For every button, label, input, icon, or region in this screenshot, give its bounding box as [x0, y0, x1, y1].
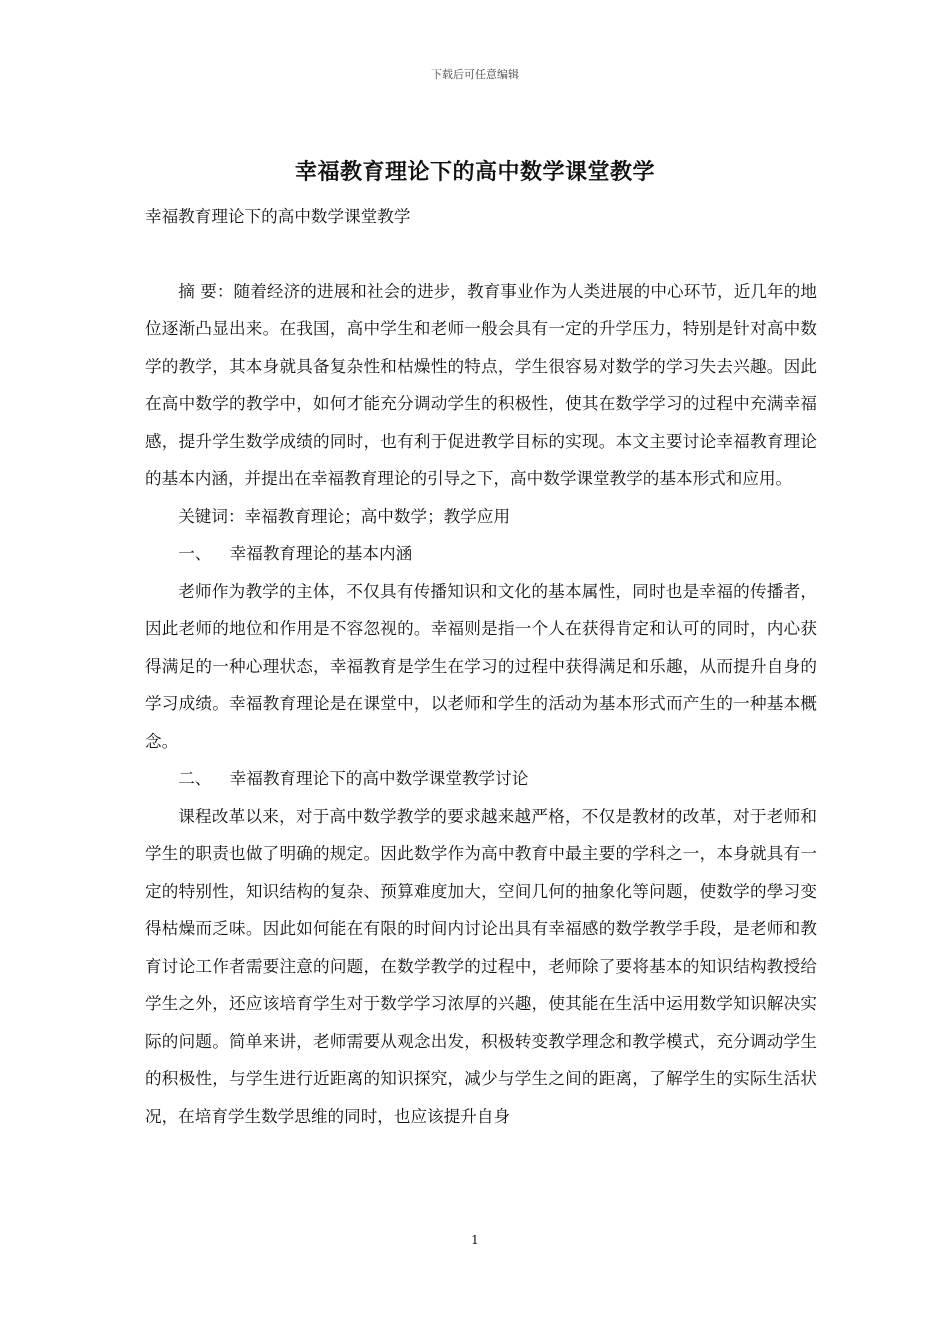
header-note: 下载后可任意编辑 — [431, 68, 519, 81]
document-body — [145, 198, 817, 1135]
section-number-2: 二、 — [178, 769, 212, 788]
abstract-paragraph: 摘 要：随着经济的进展和社会的进步，教育事业作为人类进展的中心环节，近几年的地位逐渐凸显出来。在我国，高中学生和老师一般会具有一定的升学压力，特别是针对高中数学的教学，其本身就具备复杂性和枯燥性的特点，学生很容易对数学的学习失去兴趣。因此在高中数学的教学中，如何才能充分调动学生的积极性，使其在数学学习的过程中充满幸福感，提升学生数学成绩的同时，也有利于促进教学目标的实现。本文主要讨论幸福教育理论的基本内涵，并提出在幸福教育理论的引导之下，高中数学课堂教学的基本形式和应用。 — [145, 281, 817, 488]
section-heading-text-2: 幸福教育理论下的高中数学课堂教学讨论 — [229, 769, 529, 788]
page-number: 1 — [471, 1233, 479, 1247]
section-body-1: 老师作为教学的主体，不仅具有传播知识和文化的基本属性，同时也是幸福的传播者，因此老师的地位和作用是不容忽视的。幸福则是指一个人在获得肯定和认可的同时，内心获得满足的一种心理状态，幸福教育是学生在学习的过程中获得满足和乐趣，从而提升自身的学习成绩。幸福教育理论是在课堂中，以老师和学生的活动为基本形式而产生的一种基本概念。 — [145, 581, 817, 751]
section-heading-text-1: 幸福教育理论的基本内涵 — [229, 544, 413, 563]
section-number-1: 一、 — [178, 544, 212, 563]
section-body-2: 课程改革以来，对于高中数学教学的要求越来越严格，不仅是教材的改革，对于老师和学生的职责也做了明确的规定。因此数学作为高中教育中最主要的学科之一，本身就具有一定的特别性，知识结构的复杂、预算难度加大，空间几何的抽象化等问题，使数学的學习变得枯燥而乏味。因此如何能在有限的时间内讨论出具有幸福感的数学教学手段，是老师和教育讨论工作者需要注意的问题，在数学教学的过程中，老师除了要将基本的知识结构教授给学生之外，还应该培育学生对于数学学习浓厚的兴趣，使其能在生活中运用数学知识解决实际的问题。简单来讲，老师需要从观念出发，积极转变教学理念和教学模式，充分调动学生的积极性，与学生进行近距离的知识探究，减少与学生之间的距离，了解学生的实际生活状况，在培育学生数学思维的同时，也应该提升自身 — [145, 806, 817, 1126]
section-heading-1 — [145, 535, 817, 573]
keywords-line: 关键词：幸福教育理论；高中数学；教学应用 — [178, 506, 511, 526]
section-heading-2 — [145, 760, 817, 798]
document-title: 幸福教育理论下的高中数学课堂教学 — [294, 159, 655, 185]
document-subtitle: 幸福教育理论下的高中数学课堂教学 — [145, 207, 411, 226]
